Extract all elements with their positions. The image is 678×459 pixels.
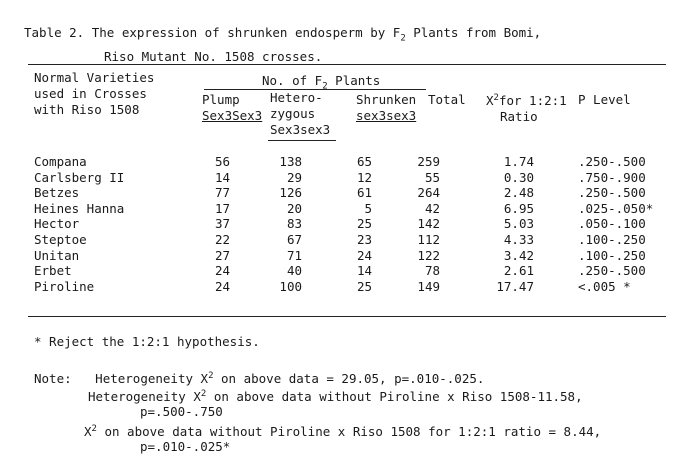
header-variety: Normal Varieties used in Crosses with Riso 1508 [34, 70, 155, 117]
table-row [0, 170, 678, 185]
cell-heterozygous: 40 [286, 263, 302, 279]
header-shrunken: Shrunken sex3sex3 [356, 92, 417, 123]
cell-heterozygous: 71 [286, 247, 302, 263]
cell-plump: 37 [214, 216, 230, 232]
cell-total: 142 [417, 216, 440, 232]
cell-shrunken: 65 [356, 154, 372, 169]
cell-p-level: <.005 * [578, 278, 631, 294]
cell-chi-square: 0.30 [503, 169, 534, 185]
cell-plump: 24 [214, 263, 230, 279]
cell-total: 55 [424, 169, 440, 185]
note-2: Heterogeneity $X^2$ on above data without Piroline x Riso 1508-11.58, [88, 389, 583, 404]
note-1: Heterogeneity $X^2$ on above data = 29.05, p=.010-.025. [95, 371, 485, 386]
cell-chi-square: 1.74 [503, 154, 534, 169]
cell-variety: Unitan [34, 247, 80, 263]
cell-plump: 27 [214, 247, 230, 263]
note-3-p: p=.010-.025* [140, 439, 231, 454]
cell-heterozygous: 29 [286, 169, 302, 185]
cell-plump: 17 [214, 200, 230, 216]
cell-total: 78 [424, 263, 440, 279]
cell-variety: Hector [34, 216, 80, 232]
cell-p-level: .250-.500 [578, 154, 646, 169]
table-row [0, 201, 678, 216]
header-chi-square: $X^2for$ 1:2:1 Ratio [486, 93, 567, 124]
cell-chi-square: 6.95 [503, 200, 534, 216]
cell-plump: 56 [214, 154, 230, 169]
note-2-p: p=.500-.750 [140, 404, 223, 419]
cell-variety: Carlsberg II [34, 169, 125, 185]
cell-variety: Steptoe [34, 232, 87, 247]
cell-shrunken: 5 [364, 200, 372, 216]
table-row [0, 185, 678, 200]
cell-shrunken: 23 [356, 232, 372, 247]
cell-p-level: .750-.900 [578, 169, 646, 185]
header-heterozygous: Hetero- zygous Sex3sex3 [270, 90, 331, 137]
cell-heterozygous: 20 [286, 200, 302, 216]
cell-plump: 24 [214, 278, 230, 294]
cell-chi-square: 2.48 [503, 185, 534, 201]
cell-heterozygous: 126 [279, 185, 302, 201]
table-row [0, 232, 678, 247]
header-group: No. of $F_2$ Plants [262, 73, 381, 92]
cell-variety: Heines Hanna [34, 200, 125, 216]
table-label: Table 2. [24, 25, 85, 40]
header-total: Total [428, 92, 466, 107]
cell-total: 112 [417, 232, 440, 247]
cell-chi-square: 5.03 [503, 216, 534, 232]
notes-block [34, 369, 601, 454]
cell-shrunken: 14 [356, 263, 372, 279]
header-p-level: P Level [578, 92, 631, 107]
cell-p-level: .050-.100 [578, 216, 646, 232]
cell-p-level: .100-.250 [578, 232, 646, 247]
cell-chi-square: 17.47 [496, 278, 534, 294]
note-3: $X^2$ on above data without Piroline x Riso 1508 for 1:2:1 ratio = 8.44, [84, 424, 602, 439]
bottom-rule [28, 316, 666, 317]
cell-plump: 22 [214, 232, 230, 247]
table-row [0, 216, 678, 231]
table-row [0, 154, 678, 169]
cell-plump: 77 [214, 185, 230, 201]
cell-shrunken: 24 [356, 247, 372, 263]
cell-chi-square: 4.33 [503, 232, 534, 247]
cell-shrunken: 25 [356, 216, 372, 232]
cell-total: 259 [417, 154, 440, 169]
table-row [0, 248, 678, 263]
table-row [0, 279, 678, 294]
cell-heterozygous: 67 [286, 232, 302, 247]
cell-chi-square: 3.42 [503, 247, 534, 263]
cell-shrunken: 12 [356, 169, 372, 185]
heterozygous-underline [268, 140, 336, 141]
caption-line-1: The expression of shrunken endosperm by $F_2$ Plants from Bomi, [91, 25, 542, 44]
cell-p-level: .025-.050* [578, 200, 654, 216]
cell-variety: Betzes [34, 185, 80, 201]
cell-p-level: .250-.500 [578, 263, 646, 279]
cell-p-level: .100-.250 [578, 247, 646, 263]
cell-variety: Piroline [34, 278, 95, 294]
cell-total: 122 [417, 247, 440, 263]
cell-total: 42 [424, 200, 440, 216]
cell-variety: Erbet [34, 263, 72, 279]
cell-heterozygous: 138 [279, 154, 302, 169]
cell-shrunken: 25 [356, 278, 372, 294]
caption-line-2: Riso Mutant No. 1508 crosses. [104, 48, 323, 64]
cell-heterozygous: 100 [279, 278, 302, 294]
notes-label: Note: [34, 371, 72, 386]
cell-heterozygous: 83 [286, 216, 302, 232]
header-plump: Plump Sex3Sex3 [202, 92, 263, 123]
cell-shrunken: 61 [356, 185, 372, 201]
cell-chi-square: 2.61 [503, 263, 534, 279]
top-rule [28, 64, 666, 65]
table-caption [24, 24, 541, 66]
table-row [0, 263, 678, 278]
cell-total: 149 [417, 278, 440, 294]
cell-p-level: .250-.500 [578, 185, 646, 201]
footnote: * Reject the 1:2:1 hypothesis. [34, 334, 260, 349]
cell-variety: Compana [34, 154, 87, 169]
cell-total: 264 [417, 185, 440, 201]
cell-plump: 14 [214, 169, 230, 185]
